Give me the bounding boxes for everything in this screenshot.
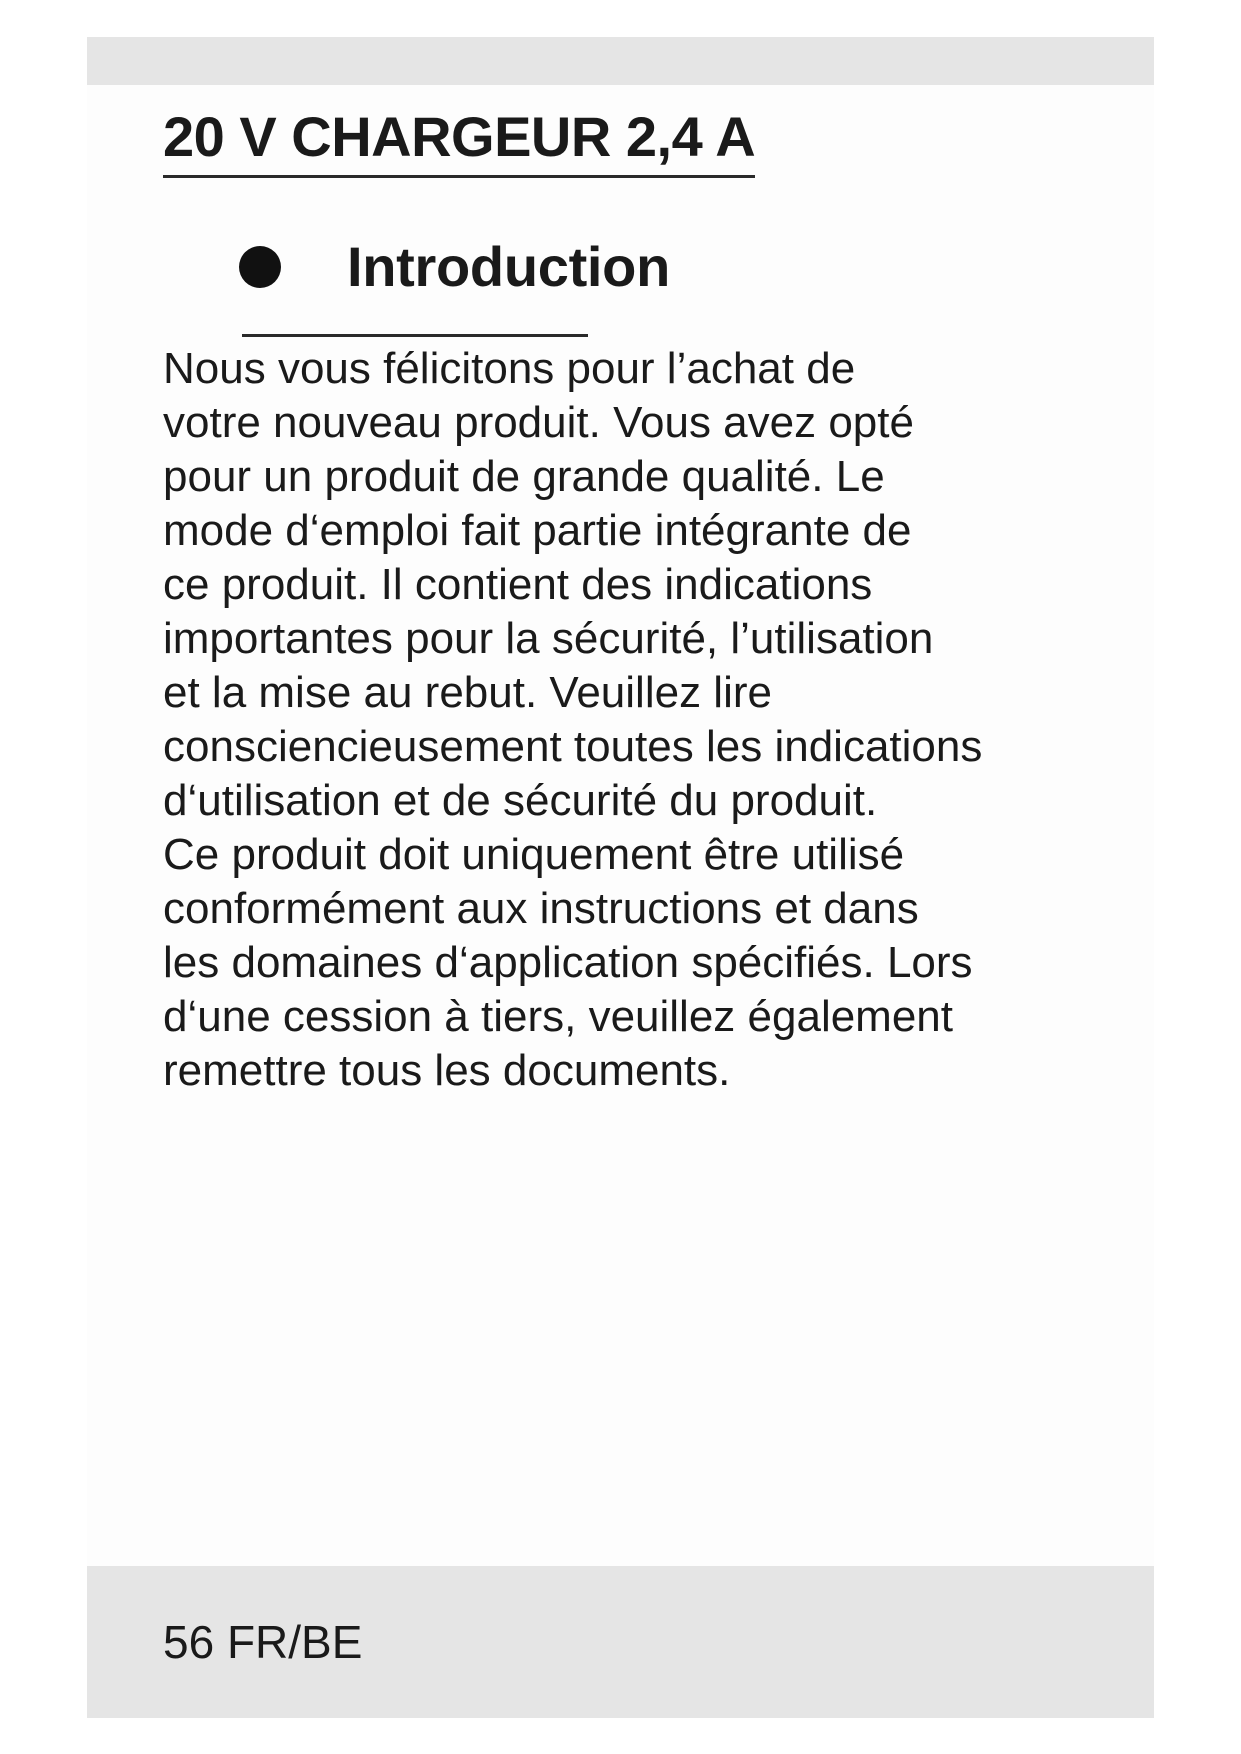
section-heading-underline — [242, 334, 588, 337]
paragraph-line: ce produit. Il contient des indications — [163, 560, 873, 609]
manual-page — [87, 37, 1154, 1718]
paragraph-line: et la mise au rebut. Veuillez lire — [163, 668, 772, 717]
top-band — [87, 37, 1154, 85]
introduction-paragraph — [163, 342, 1123, 1098]
paragraph-line: d‘utilisation et de sécurité du produit. — [163, 776, 878, 825]
paragraph-line: consciencieusement toutes les indications — [163, 722, 983, 771]
document-title: 20 V CHARGEUR 2,4 A — [163, 103, 755, 178]
paragraph-line: Nous vous félicitons pour l’achat de — [163, 344, 856, 393]
paragraph-line: pour un produit de grande qualité. Le — [163, 452, 885, 501]
paragraph-line: remettre tous les documents. — [163, 1046, 731, 1095]
paragraph-line: d‘une cession à tiers, veuillez également — [163, 992, 954, 1041]
page-number-footer: 56 FR/BE — [163, 1616, 363, 1668]
paragraph-line: conformément aux instructions et dans — [163, 884, 919, 933]
paragraph-line: votre nouveau produit. Vous avez opté — [163, 398, 914, 447]
paragraph-line: mode d‘emploi fait partie intégrante de — [163, 506, 912, 555]
section-heading — [239, 232, 670, 302]
section-title: Introduction — [347, 235, 670, 298]
paragraph-line: Ce produit doit uniquement être utilisé — [163, 830, 905, 879]
paragraph-line: les domaines d‘application spécifiés. Lors — [163, 938, 973, 987]
bullet-dot-icon — [239, 246, 281, 288]
paragraph-line: importantes pour la sécurité, l’utilisation — [163, 614, 934, 663]
